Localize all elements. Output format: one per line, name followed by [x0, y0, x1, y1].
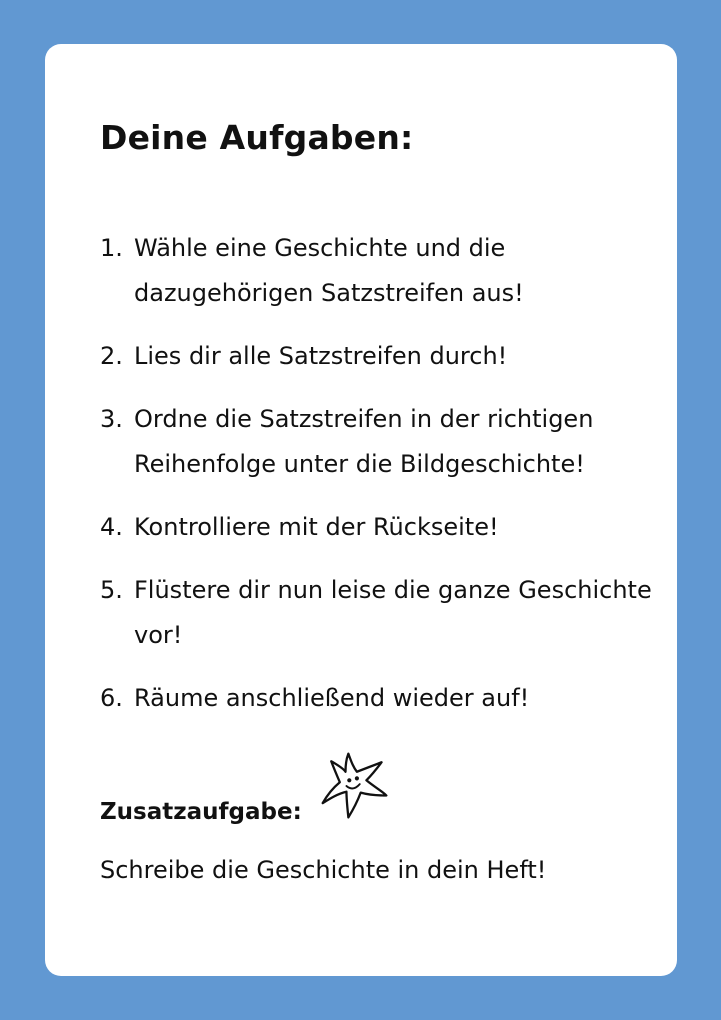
- task-number: 4.: [100, 513, 123, 541]
- task-card: [45, 44, 677, 976]
- task-text: Wähle eine Geschichte und die dazugehörigen Satzstreifen aus!: [134, 234, 524, 307]
- task-item-6: [100, 676, 660, 721]
- extra-task-text: Schreibe die Geschichte in dein Heft!: [100, 856, 547, 884]
- task-item-2: [100, 334, 660, 379]
- task-text: Ordne die Satzstreifen in der richtigen Reihenfolge unter die Bildgeschichte!: [134, 405, 594, 478]
- task-number: 1.: [100, 234, 123, 262]
- task-text: Kontrolliere mit der Rückseite!: [134, 513, 499, 541]
- task-number: 5.: [100, 576, 123, 604]
- task-item-3: [100, 397, 660, 487]
- task-number: 3.: [100, 405, 123, 433]
- task-number: 6.: [100, 684, 123, 712]
- task-item-4: [100, 505, 660, 550]
- task-text: Flüstere dir nun leise die ganze Geschichte vor!: [134, 576, 652, 649]
- extra-task-label: Zusatzaufgabe:: [100, 799, 302, 825]
- task-item-1: [100, 226, 660, 316]
- task-number: 2.: [100, 342, 123, 370]
- smiling-star-icon: [317, 748, 393, 824]
- task-text: Lies dir alle Satzstreifen durch!: [134, 342, 508, 370]
- page-title: Deine Aufgaben:: [100, 118, 414, 157]
- task-item-5: [100, 568, 660, 658]
- task-text: Räume anschließend wieder auf!: [134, 684, 530, 712]
- task-list: [100, 226, 660, 739]
